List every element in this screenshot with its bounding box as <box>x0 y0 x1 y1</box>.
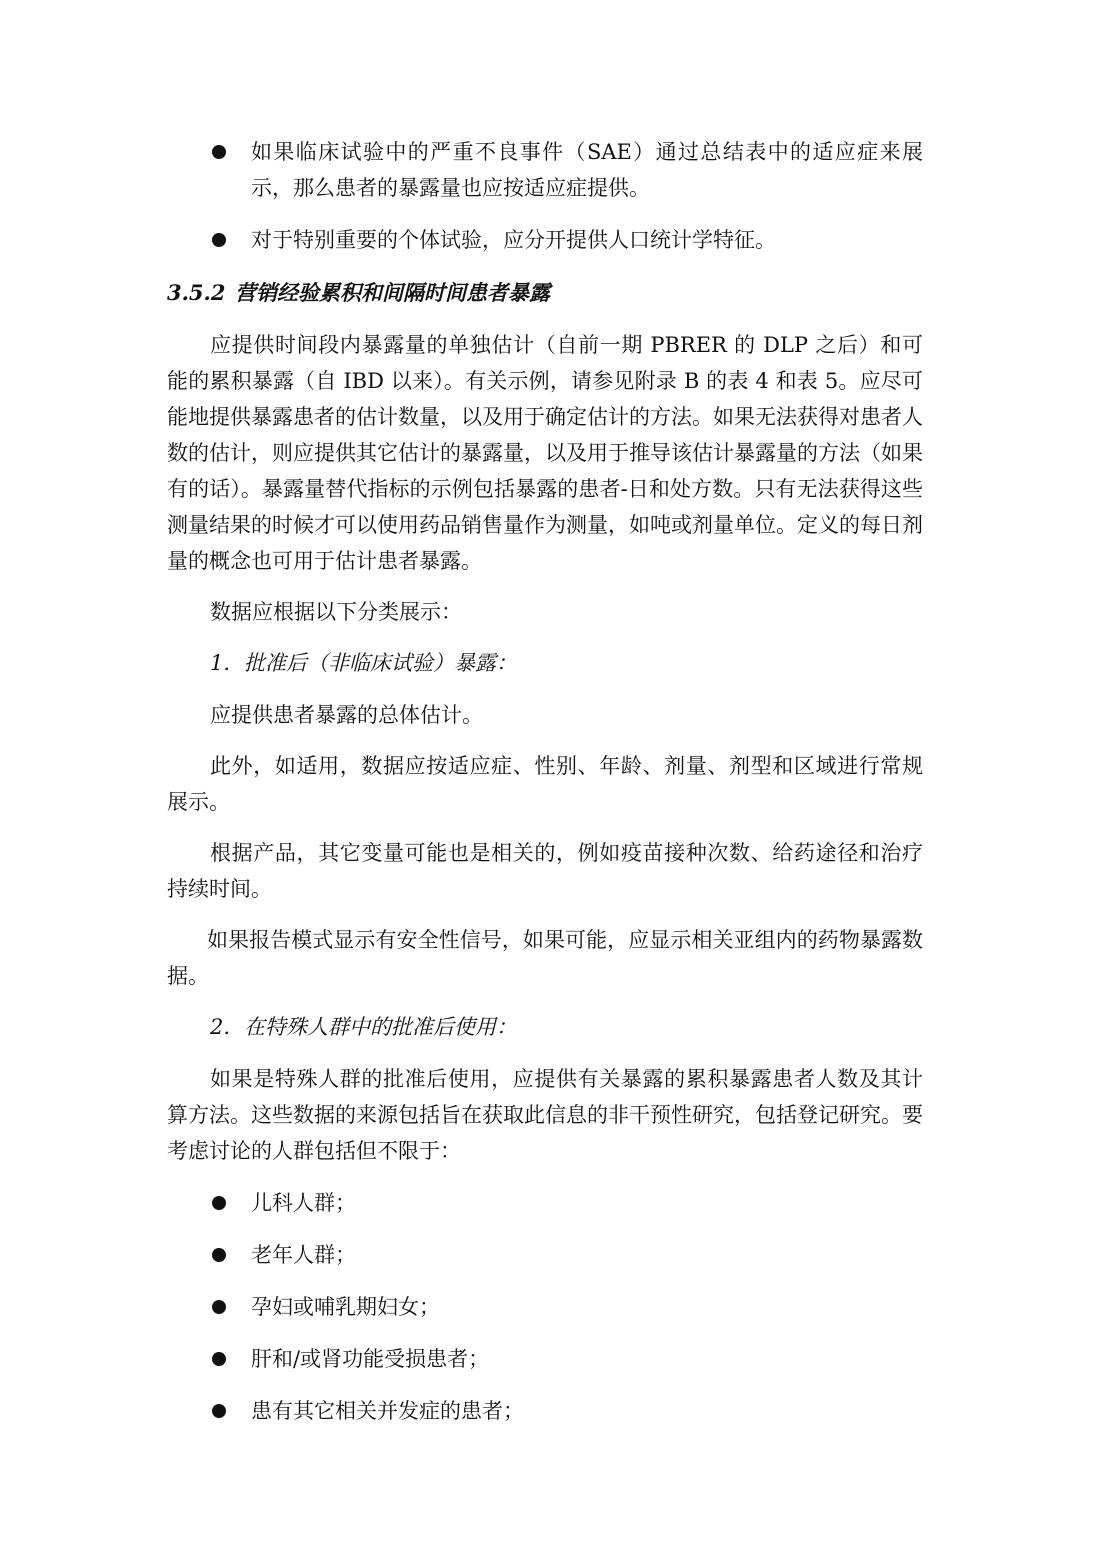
paragraph: 如果报告模式显示有安全性信号，如果可能，应显示相关亚组内的药物暴露数据。 <box>167 928 923 988</box>
section-title: 营销经验累积和间隔时间患者暴露 <box>235 280 550 305</box>
bullet-item <box>167 1289 923 1325</box>
bullet-dot-icon <box>212 1300 226 1314</box>
paragraph: 应提供患者暴露的总体估计。 <box>210 703 483 727</box>
subheading-number: 2. <box>210 1015 231 1039</box>
paragraph: 应提供时间段内暴露量的单独估计（自前一期 PBRER 的 DLP 之后）和可能的累积暴露（自 IBD 以来）。有关示例，请参见附录 B 的表 4 和表 5。应尽可能地提供暴露患者的估计数量，以及用于确定估计的方法。如果无法获得对患者人数的估计，则应提供其它估计的暴露量，以及用于推导该估计暴露量的方法（如果有的话）。暴露量替代指标的示例包括暴露的患者-日和处方数。只有无法获得这些测量结果的时候才可以使用药品销售量作为测量，如吨或剂量单位。定义的每日剂量的概念也可用于估计患者暴露。 <box>167 333 923 573</box>
bullet-dot-icon <box>212 1352 226 1366</box>
bullet-text: 对于特别重要的个体试验，应分开提供人口统计学特征。 <box>251 228 776 252</box>
subheading <box>167 645 923 681</box>
bullet-item <box>167 1393 923 1429</box>
bullet-dot-icon <box>212 145 226 159</box>
subheading <box>167 1009 923 1045</box>
paragraph: 数据应根据以下分类展示： <box>210 600 462 624</box>
subheading-number: 1. <box>210 651 231 675</box>
bullet-item <box>167 1237 923 1273</box>
bullet-item <box>167 222 923 258</box>
bullet-dot-icon <box>212 1404 226 1418</box>
page-content <box>167 134 923 1429</box>
bullet-text: 儿科人群； <box>251 1191 356 1215</box>
paragraph: 此外，如适用，数据应按适应症、性别、年龄、剂量、剂型和区域进行常规展示。 <box>167 754 923 814</box>
bullet-text: 孕妇或哺乳期妇女； <box>251 1295 440 1319</box>
bullet-text: 老年人群； <box>251 1243 356 1267</box>
bullet-item <box>167 134 923 206</box>
bullet-item <box>167 1341 923 1377</box>
subheading-title: 批准后（非临床试验）暴露： <box>244 651 517 675</box>
section-heading <box>167 275 923 311</box>
bullet-text: 肝和/或肾功能受损患者； <box>251 1347 490 1371</box>
bullet-text: 患有其它相关并发症的患者； <box>251 1399 524 1423</box>
bullet-item <box>167 1185 923 1221</box>
bullet-dot-icon <box>212 1196 226 1210</box>
subheading-title: 在特殊人群中的批准后使用： <box>244 1015 517 1039</box>
bullet-dot-icon <box>212 1248 226 1262</box>
bullet-text: 如果临床试验中的严重不良事件（SAE）通过总结表中的适应症来展示，那么患者的暴露量也应按适应症提供。 <box>251 140 923 200</box>
bullet-dot-icon <box>212 233 226 247</box>
paragraph: 根据产品，其它变量可能也是相关的，例如疫苗接种次数、给药途径和治疗持续时间。 <box>167 841 923 901</box>
paragraph: 如果是特殊人群的批准后使用，应提供有关暴露的累积暴露患者人数及其计算方法。这些数据的来源包括旨在获取此信息的非干预性研究，包括登记研究。要考虑讨论的人群包括但不限于： <box>167 1067 923 1163</box>
section-number: 3.5.2 <box>167 280 226 305</box>
